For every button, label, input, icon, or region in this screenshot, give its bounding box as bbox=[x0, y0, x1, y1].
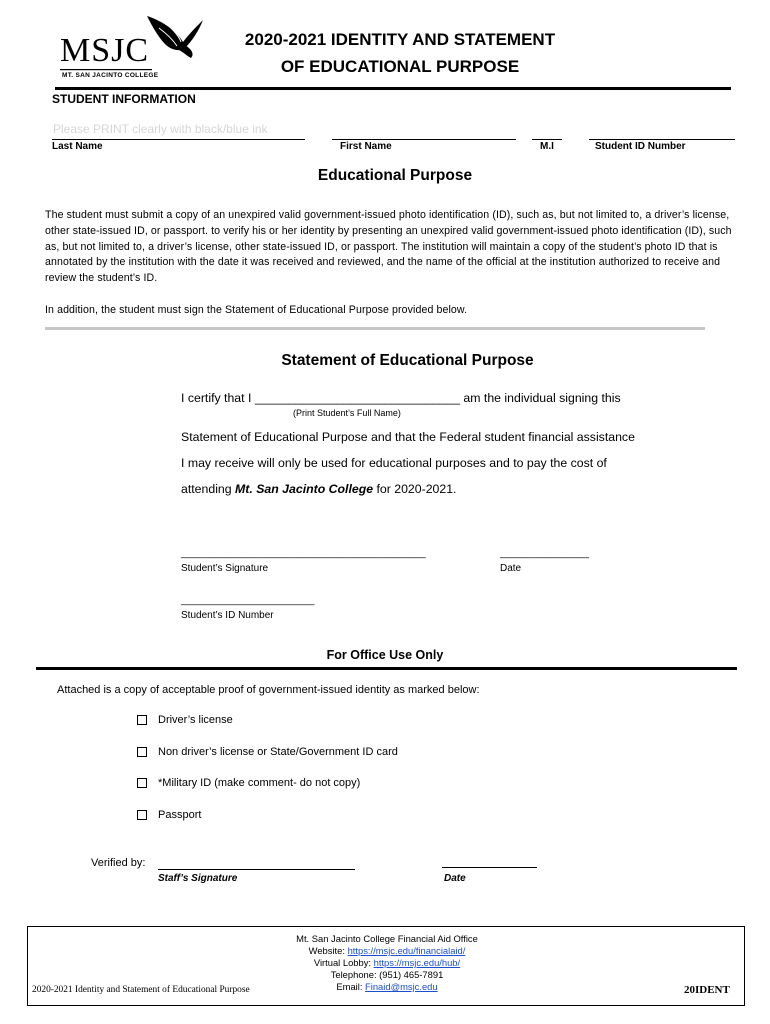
checkbox-row-passport[interactable] bbox=[137, 809, 201, 821]
header-divider bbox=[55, 87, 731, 90]
certify-prefix: I certify that I bbox=[181, 391, 252, 405]
attached-statement: Attached is a copy of acceptable proof of government-issued identity as marked below: bbox=[57, 684, 480, 696]
checkbox-row-state-id[interactable] bbox=[137, 746, 398, 758]
checkbox-label: Driver’s license bbox=[158, 714, 233, 726]
website-line bbox=[28, 945, 746, 957]
student-signature-label: Student’s Signature bbox=[181, 563, 269, 574]
student-id-label: Student ID Number bbox=[595, 141, 686, 152]
print-hint: Please PRINT clearly with black/blue ink bbox=[53, 122, 268, 136]
statement-heading: Statement of Educational Purpose bbox=[281, 352, 534, 369]
lobby-link[interactable]: https://msjc.edu/hub/ bbox=[373, 957, 461, 968]
certify-suffix: am the individual signing this bbox=[463, 391, 621, 405]
student-id-number-field[interactable]: ________________________ bbox=[181, 595, 315, 606]
first-name-field[interactable] bbox=[332, 139, 516, 140]
checkbox[interactable] bbox=[137, 747, 147, 757]
checkbox-row-military-id[interactable] bbox=[137, 777, 360, 789]
logo-subtitle: MT. SAN JACINTO COLLEGE bbox=[62, 72, 159, 79]
email-label: Email: bbox=[336, 981, 363, 992]
middle-initial-field[interactable] bbox=[532, 139, 562, 140]
website-label: Website: bbox=[308, 945, 345, 956]
lobby-label: Virtual Lobby: bbox=[313, 957, 372, 968]
checkbox[interactable] bbox=[137, 715, 147, 725]
title-line-1: 2020-2021 IDENTITY AND STATEMENT bbox=[244, 30, 556, 49]
checkbox-label: *Military ID (make comment- do not copy) bbox=[158, 777, 361, 789]
checkbox[interactable] bbox=[137, 778, 147, 788]
line4-prefix: attending bbox=[181, 482, 232, 496]
footer-form-code: 20IDENT bbox=[684, 984, 730, 996]
staff-signature-field[interactable] bbox=[158, 869, 355, 870]
footer-box bbox=[27, 926, 745, 1006]
checkbox-label: Passport bbox=[158, 809, 202, 821]
student-id-field[interactable] bbox=[589, 139, 735, 140]
checkbox[interactable] bbox=[137, 810, 147, 820]
footer-contact bbox=[28, 933, 746, 993]
student-info-heading: STUDENT INFORMATION bbox=[52, 92, 196, 106]
office-use-heading: For Office Use Only bbox=[326, 648, 444, 662]
title-line-2: OF EDUCATIONAL PURPOSE bbox=[280, 57, 520, 76]
logo-wordmark: MSJC bbox=[60, 32, 150, 69]
statement-line-4 bbox=[181, 482, 456, 496]
educational-purpose-paragraph-2: In addition, the student must sign the Statement of Educational Purpose provided below. bbox=[45, 304, 468, 316]
last-name-label: Last Name bbox=[52, 141, 103, 152]
checkbox-label: Non driver’s license or State/Government ID card bbox=[158, 746, 398, 758]
telephone: Telephone: (951) 465-7891 bbox=[330, 969, 444, 980]
student-id-number-label: Student’s ID Number bbox=[181, 610, 274, 621]
verified-by-label: Verified by: bbox=[91, 857, 146, 869]
staff-signature-label: Staff’s Signature bbox=[158, 873, 238, 884]
educational-purpose-paragraph: The student must submit a copy of an unexpired valid government-issued photo identification (ID), such as, but not limited to, a driver’s license, other state-issued ID, or passport. to verify his or her identity by presenting an unexpired valid government-issued photo identification (ID), such as, but not limited to, a driver’s license, other state-issued ID, or passport. The institution will maintain a copy of the student’s photo ID that is annotated by the institution with the date it was received and reviewed, and the name of the official at the institution authorized to receive and review the student’s ID. bbox=[45, 209, 732, 285]
student-signature-field[interactable]: ____________________________________________ bbox=[181, 548, 426, 559]
line4-suffix: for 2020-2021. bbox=[376, 482, 457, 496]
section-divider bbox=[45, 327, 705, 330]
certify-line bbox=[181, 391, 621, 405]
email-link[interactable]: Finaid@msjc.edu bbox=[365, 981, 438, 992]
student-date-field[interactable]: ________________ bbox=[500, 548, 589, 559]
college-name: Mt. San Jacinto College bbox=[235, 482, 374, 496]
checkbox-row-drivers-license[interactable] bbox=[137, 714, 233, 726]
office-name: Mt. San Jacinto College Financial Aid Office bbox=[296, 933, 478, 944]
statement-line-2: Statement of Educational Purpose and that the Federal student financial assistance bbox=[181, 430, 635, 444]
staff-date-field[interactable] bbox=[442, 867, 537, 868]
staff-date-label: Date bbox=[444, 873, 466, 884]
last-name-field[interactable] bbox=[52, 139, 305, 140]
website-link[interactable]: https://msjc.edu/financialaid/ bbox=[347, 945, 466, 956]
middle-initial-label: M.I bbox=[540, 141, 554, 152]
print-name-label: (Print Student’s Full Name) bbox=[293, 408, 401, 418]
footer-form-name: 2020-2021 Identity and Statement of Educational Purpose bbox=[32, 985, 250, 995]
lobby-line bbox=[28, 957, 746, 969]
student-date-label: Date bbox=[500, 563, 522, 574]
form-title bbox=[210, 26, 590, 80]
office-divider bbox=[36, 667, 737, 670]
first-name-label: First Name bbox=[340, 141, 392, 152]
statement-line-3: I may receive will only be used for educational purposes and to pay the cost of bbox=[181, 456, 607, 470]
student-full-name-field[interactable]: ______________________________ bbox=[254, 391, 460, 405]
educational-purpose-heading: Educational Purpose bbox=[317, 167, 473, 184]
